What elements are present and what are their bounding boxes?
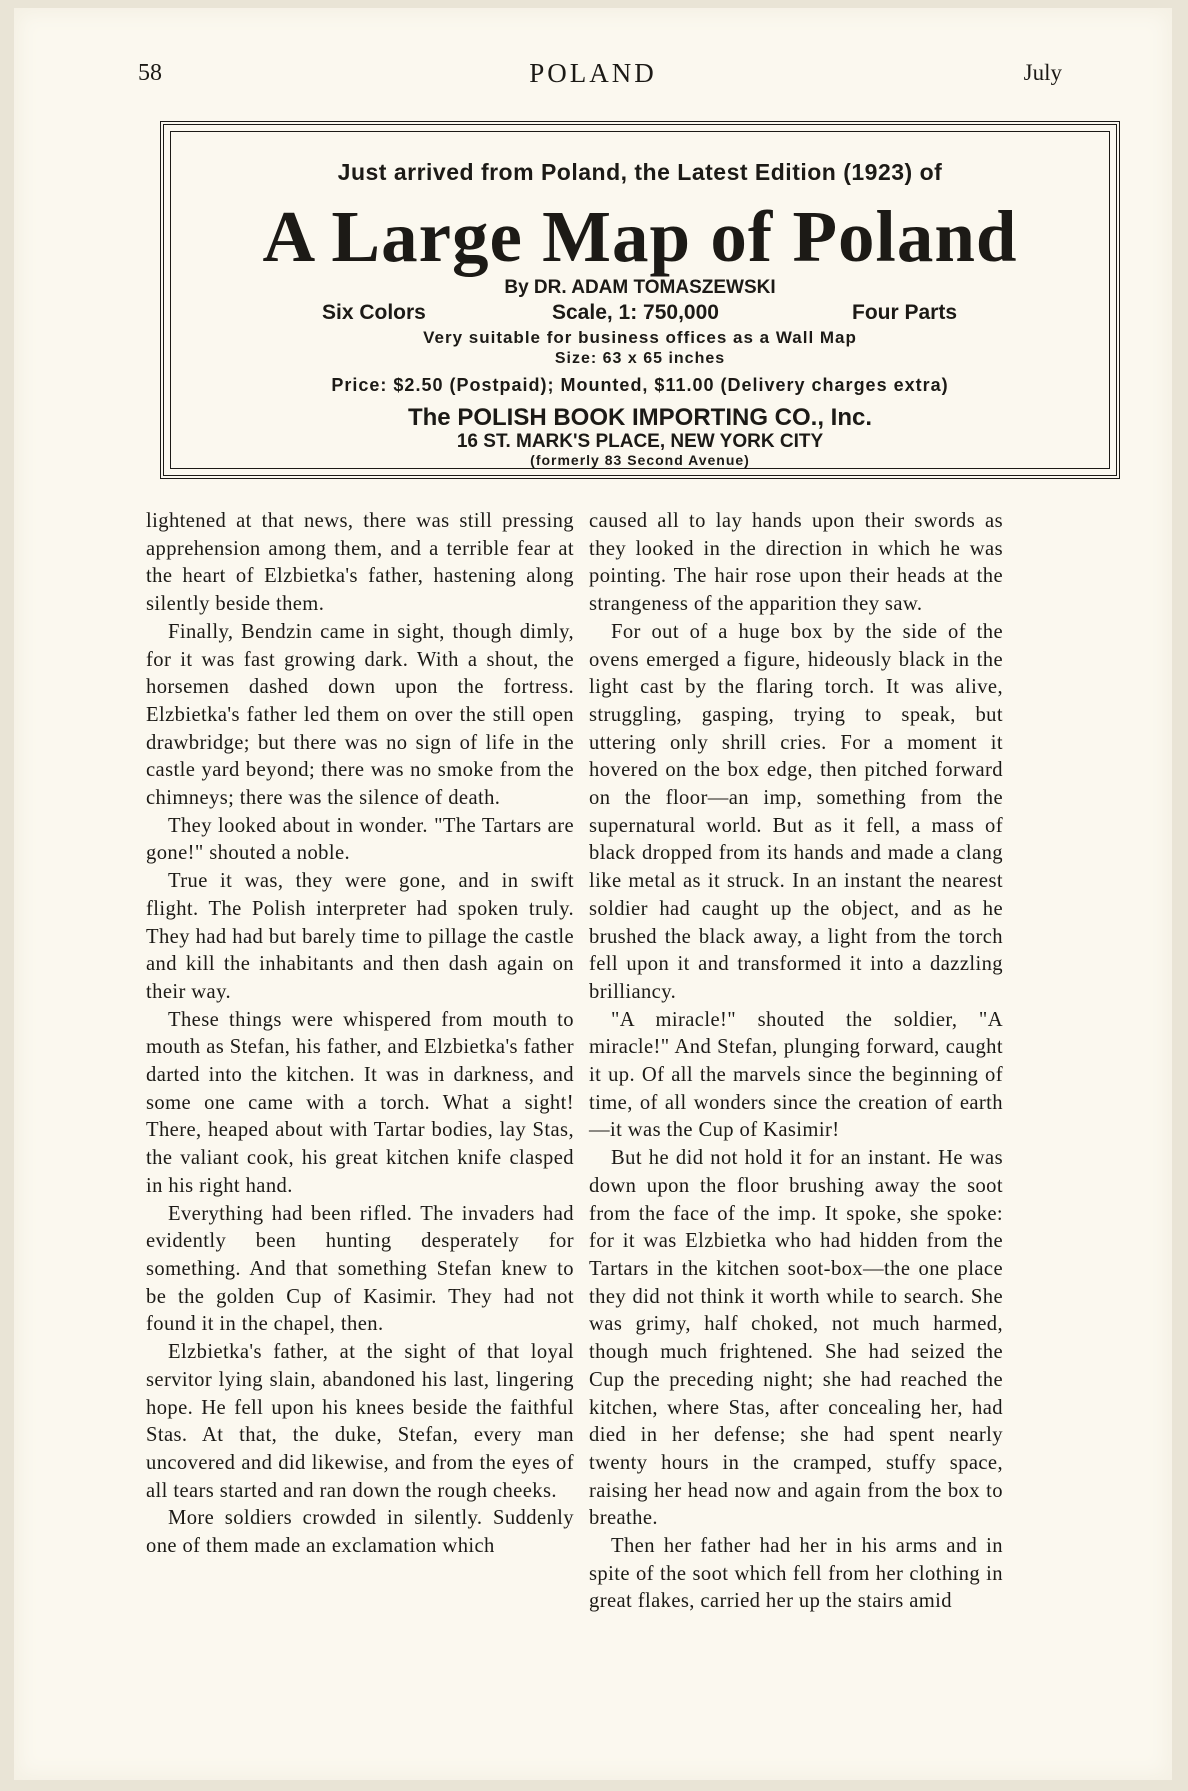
page-header — [14, 60, 1172, 100]
ad-former-address: (formerly 83 Second Avenue) — [530, 452, 750, 468]
ad-price: Price: $2.50 (Postpaid); Mounted, $11.00 (Delivery charges extra) — [331, 375, 949, 395]
paragraph: Finally, Bendzin came in sight, though dimly, for it was fast growing dark. With a shout, the horsemen dashed down upon the fortress. Elzbietka's father led them on over the still open drawbridge; but there was no sign of life in the castle yard beyond; there was no smoke from the chimneys; there was the silence of death. — [146, 620, 574, 810]
paragraph: True it was, they were gone, and in swift flight. The Polish interpreter had spoken truly. They had had but barely time to pillage the castle and kill the inhabitants and then dash again on their way. — [146, 870, 574, 1003]
ad-scale: Scale, 1: 750,000 — [552, 301, 719, 324]
paragraph: Then her father had her in his arms and in spite of the soot which fell from her clothing in great flakes, carried her up the stairs amid — [589, 1535, 1003, 1613]
paragraph: These things were whispered from mouth to mouth as Stefan, his father, and Elzbietka's father darted into the kitchen. It was in darkness, and some one came with a torch. What a sight! There, heaped about with Tartar bodies, lay Stas, the valiant cook, his great kitchen knife clasped in his right hand. — [146, 1008, 574, 1197]
ad-company: The POLISH BOOK IMPORTING CO., Inc. — [407, 404, 873, 431]
paragraph: caused all to lay hands upon their swords as they looked in the direction in which he was pointing. The hair rose upon their heads at the strangeness of the apparition they saw. — [589, 510, 1003, 616]
ad-address: 16 ST. MARK'S PLACE, NEW YORK CITY — [456, 431, 824, 452]
map-advertisement — [160, 121, 1120, 479]
right-text-column — [589, 508, 1003, 1616]
issue-month: July — [1023, 60, 1062, 85]
ad-use: Very suitable for business offices as a Wall Map — [423, 328, 857, 347]
left-text-column — [146, 508, 574, 1561]
paragraph: lightened at that news, there was still pressing apprehension among them, and a terrible fear at the heart of Elzbietka's father, hastening along silently beside them. — [146, 510, 574, 616]
magazine-page — [14, 8, 1172, 1780]
ad-colors: Six Colors — [322, 301, 426, 324]
ad-specs — [164, 301, 1116, 327]
paragraph: For out of a huge box by the side of the ovens emerged a figure, hideously black in the light cast by the flaring torch. It was alive, struggling, gasping, trying to speak, but uttering only shrill cries. For a moment it hovered on the box edge, then pitched forward on the floor—an imp, something from the supernatural world. But as it fell, a mass of black dropped from its hands and made a clang like metal as it struck. In an instant the nearest soldier had caught up the object, and as he brushed the black away, a light from the torch fell upon it and transformed it into a dazzling brilliancy. — [589, 620, 1003, 1003]
paragraph: But he did not hold it for an instant. He was down upon the floor brushing away the soot from the face of the imp. It spoke, she spoke: for it was Elzbietka who had hidden from the Tartars in the kitchen soot-box—the one place they did not think it worth while to search. She was grimy, half choked, not much harmed, though much frightened. She had seized the Cup the preceding night; she had reached the kitchen, where Stas, after concealing her, had died in her defense; she had spent nearly twenty hours in the cramped, stuffy space, raising her head now and again from the box to breathe. — [589, 1147, 1003, 1530]
paragraph: Everything had been rifled. The invaders had evidently been hunting desperately for something. And that something Stefan knew to be the golden Cup of Kasimir. They had not found it in the chapel, then. — [146, 1202, 574, 1336]
page-number: 58 — [138, 60, 162, 86]
ad-size: Size: 63 x 65 inches — [554, 350, 726, 367]
paragraph: They looked about in wonder. "The Tartars are gone!" shouted a noble. — [146, 814, 574, 865]
paragraph: "A miracle!" shouted the soldier, "A miracle!" And Stefan, plunging forward, caught it up. Of all the marvels since the beginning of time, of all wonders since the creation of earth—it was the Cup of Kasimir! — [589, 1008, 1003, 1142]
paragraph: Elzbietka's father, at the sight of that loyal servitor lying slain, abandoned his last, lingering hope. He fell upon his knees beside the faithful Stas. At that, the duke, Stefan, every man uncovered and did likewise, and from the eyes of all tears started and ran down the rough cheeks. — [146, 1341, 574, 1502]
ad-intro: Just arrived from Poland, the Latest Edition (1923) of — [337, 159, 943, 185]
ad-title: A Large Map of Poland — [262, 196, 1018, 277]
paragraph: More soldiers crowded in silently. Suddenly one of them made an exclamation which — [146, 1507, 574, 1558]
ad-author: By DR. ADAM TOMASZEWSKI — [504, 277, 776, 298]
ad-parts: Four Parts — [852, 301, 958, 324]
running-title: POLAND — [529, 58, 657, 88]
